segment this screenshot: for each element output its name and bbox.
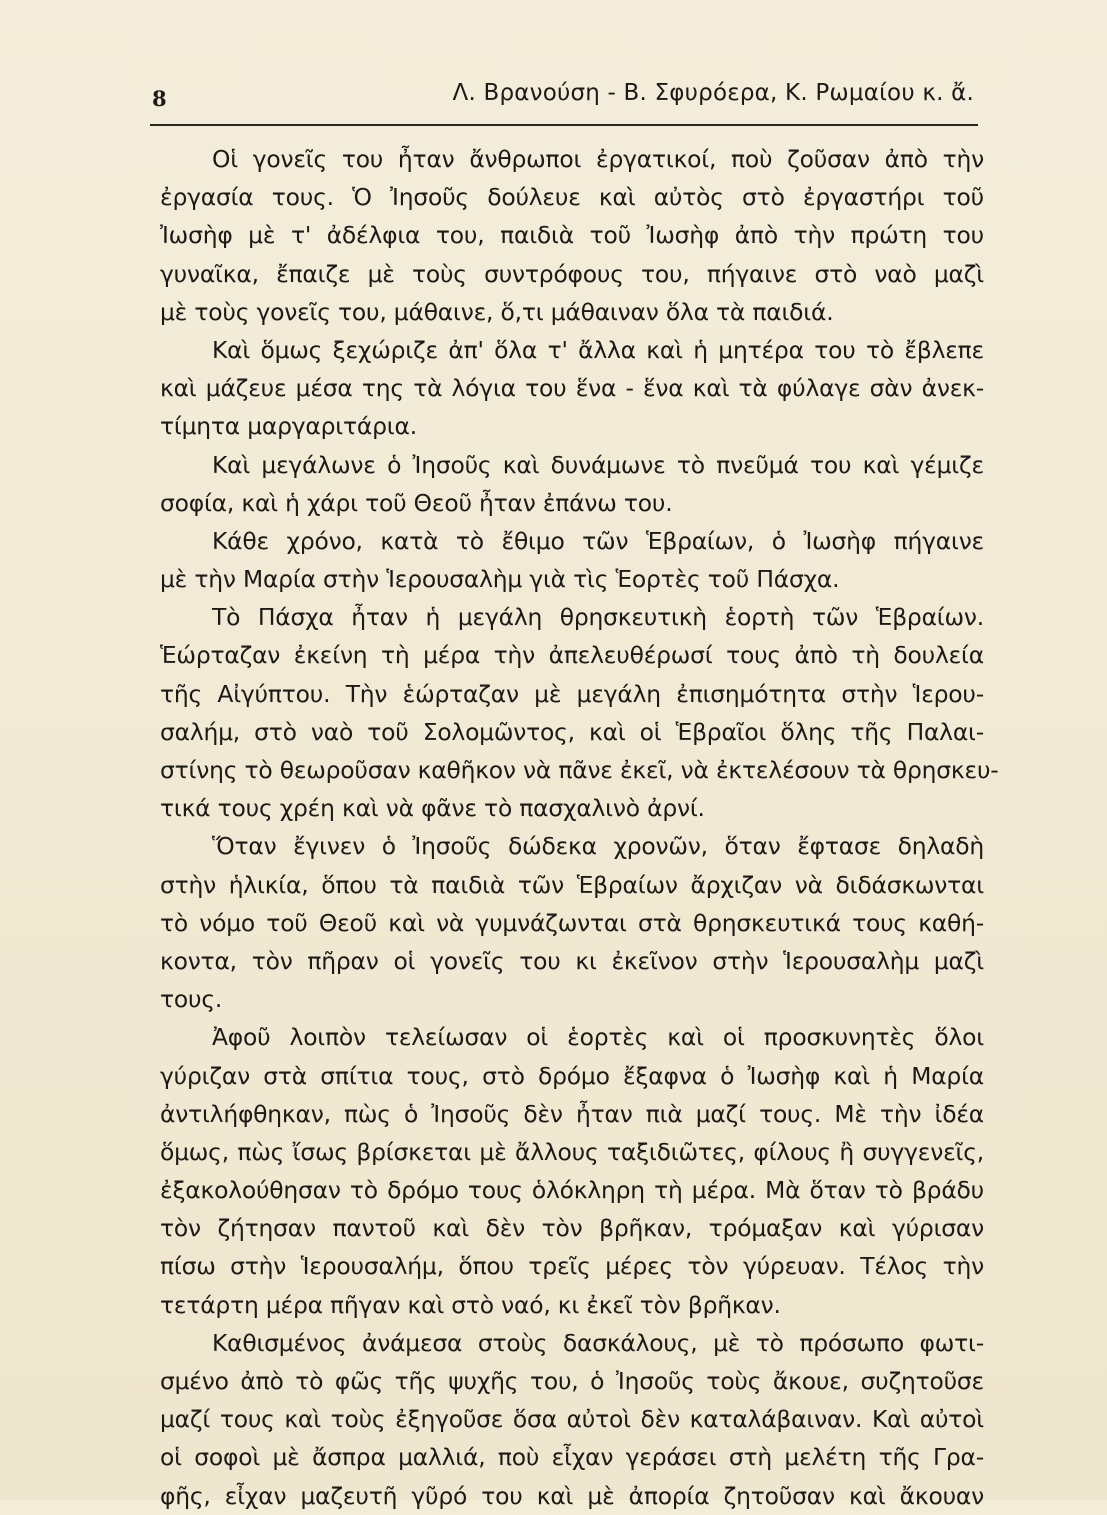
text-line: τετάρτη μέρα πῆγαν καὶ στὸ ναό, κι ἐκεῖ τὸν βρῆκαν. — [160, 1290, 781, 1319]
text-line: ἐξακολούθησαν τὸ δρόμο τους ὁλόκληρη τὴ μέρα. Μὰ ὅταν τὸ βράδυ — [160, 1176, 984, 1205]
text-line: στὴν ἡλικία, ὅπου τὰ παιδιὰ τῶν Ἑβραίων ἄρχιζαν νὰ διδάσκωνται — [160, 870, 984, 899]
text-line: Τὸ Πάσχα ἦταν ἡ μεγάλη θρησκευτικὴ ἑορτὴ τῶν Ἑβραίων. — [212, 603, 984, 632]
text-line: σμένο ἀπὸ τὸ φῶς τῆς ψυχῆς του, ὁ Ἰησοῦς τοὺς ἄκουε, συζητοῦσε — [160, 1367, 984, 1395]
text-line: Καθισμένος ἀνάμεσα στοὺς δασκάλους, μὲ τὸ πρόσωπο φωτι- — [212, 1328, 984, 1357]
text-line: Κάθε χρόνο, κατὰ τὸ ἔθιμο τῶν Ἑβραίων, ὁ Ἰωσὴφ πήγαινε — [212, 526, 984, 555]
text-line: γυναῖκα, ἔπαιζε μὲ τοὺς συντρόφους του, πήγαινε στὸ ναὸ μαζὶ — [160, 259, 984, 288]
running-head: Λ. Βρανούση - Β. Σφυρόερα, Κ. Ρωμαίου κ. ἄ. — [452, 80, 974, 106]
text-line: Ἑώρταζαν ἐκείνη τὴ μέρα τὴν ἀπελευθέρωσί τους ἀπὸ τὴ δουλεία — [160, 641, 984, 670]
text-line: τὸ νόμο τοῦ Θεοῦ καὶ νὰ γυμνάζωνται στὰ θρησκευτικά τους καθή- — [160, 908, 984, 937]
text-line: στίνης τὸ θεωροῦσαν καθῆκον νὰ πᾶνε ἐκεῖ, νὰ ἐκτελέσουν τὰ θρησκευ- — [160, 756, 999, 784]
text-line: οἱ σοφοὶ μὲ ἄσπρα μαλλιά, ποὺ εἶχαν γεράσει στὴ μελέτη τῆς Γρα- — [160, 1443, 984, 1472]
text-line: κοντα, τὸν πῆραν οἱ γονεῖς του κι ἐκεῖνον στὴν Ἱερουσαλὴμ μαζὶ — [160, 946, 984, 975]
text-line: τὸν ζήτησαν παντοῦ καὶ δὲν τὸν βρῆκαν, τρόμαξαν καὶ γύρισαν — [160, 1214, 984, 1243]
page-number: 8 — [152, 86, 167, 111]
text-line: σαλήμ, στὸ ναὸ τοῦ Σολομῶντος, καὶ οἱ Ἑβραῖοι ὅλης τῆς Παλαι- — [160, 717, 984, 746]
text-line: Καὶ μεγάλωνε ὁ Ἰησοῦς καὶ δυνάμωνε τὸ πνεῦμά του καὶ γέμιζε — [212, 450, 984, 479]
text-line: γύριζαν στὰ σπίτια τους, στὸ δρόμο ἔξαφνα ὁ Ἰωσὴφ καὶ ἡ Μαρία — [160, 1061, 984, 1090]
body-text — [160, 140, 999, 1515]
text-line: Ἰωσὴφ μὲ τ' ἀδέλφια του, παιδιὰ τοῦ Ἰωσὴφ ἀπὸ τὴν πρώτη του — [160, 221, 984, 250]
text-line: ἀντιλήφθηκαν, πὼς ὁ Ἰησοῦς δὲν ἦταν πιὰ μαζί τους. Μὲ τὴν ἰδέα — [160, 1099, 984, 1128]
text-line: πίσω στὴν Ἱερουσαλήμ, ὅπου τρεῖς μέρες τὸν γύρευαν. Τέλος τὴν — [160, 1252, 984, 1281]
text-line: ἐργασία τους. Ὁ Ἰησοῦς δούλευε καὶ αὐτὸς στὸ ἐργαστήρι τοῦ — [160, 183, 984, 212]
text-line: Ἀφοῦ λοιπὸν τελείωσαν οἱ ἑορτὲς καὶ οἱ προσκυνητὲς ὅλοι — [212, 1023, 984, 1052]
text-line: φῆς, εἶχαν μαζευτῆ γῦρό του καὶ μὲ ἀπορία ζητοῦσαν καὶ ἄκουαν — [160, 1481, 984, 1510]
text-line: μαζί τους καὶ τοὺς ἐξηγοῦσε ὅσα αὐτοὶ δὲν καταλάβαιναν. Καὶ αὐτοὶ — [160, 1405, 984, 1434]
text-line: Ὅταν ἔγινεν ὁ Ἰησοῦς δώδεκα χρονῶν, ὅταν ἔφτασε δηλαδὴ — [212, 832, 984, 861]
text-line: τίμητα μαργαριτάρια. — [160, 412, 417, 441]
text-line: μὲ τὴν Μαρία στὴν Ἱερουσαλὴμ γιὰ τὶς Ἑορτὲς τοῦ Πάσχα. — [160, 565, 840, 594]
text-line: καὶ μάζευε μέσα της τὰ λόγια του ἕνα - ἕνα καὶ τὰ φύλαγε σὰν ἀνεκ- — [160, 374, 984, 403]
text-line: Καὶ ὅμως ξεχώριζε ἀπ' ὅλα τ' ἄλλα καὶ ἡ μητέρα του τὸ ἔβλεπε — [212, 335, 984, 364]
text-line: μὲ τοὺς γονεῖς του, μάθαινε, ὅ,τι μάθαιναν ὅλα τὰ παιδιά. — [160, 297, 834, 326]
text-line: σοφία, καὶ ἡ χάρι τοῦ Θεοῦ ἦταν ἐπάνω του. — [160, 488, 673, 517]
text-line: ὅμως, πὼς ἴσως βρίσκεται μὲ ἄλλους ταξιδιῶτες, φίλους ἢ συγγενεῖς, — [160, 1137, 984, 1166]
text-line: τους. — [160, 985, 223, 1014]
text-line: Οἱ γονεῖς του ἦταν ἄνθρωποι ἐργατικοί, ποὺ ζοῦσαν ἀπὸ τὴν — [212, 145, 984, 173]
text-line: τῆς Αἰγύπτου. Τὴν ἑώρταζαν μὲ μεγάλη ἐπισημότητα στὴν Ἱερου- — [160, 679, 984, 708]
page-header — [148, 78, 978, 118]
header-rule — [150, 124, 978, 126]
text-line: τικά τους χρέη καὶ νὰ φᾶνε τὸ πασχαλινὸ ἀρνί. — [160, 794, 705, 823]
